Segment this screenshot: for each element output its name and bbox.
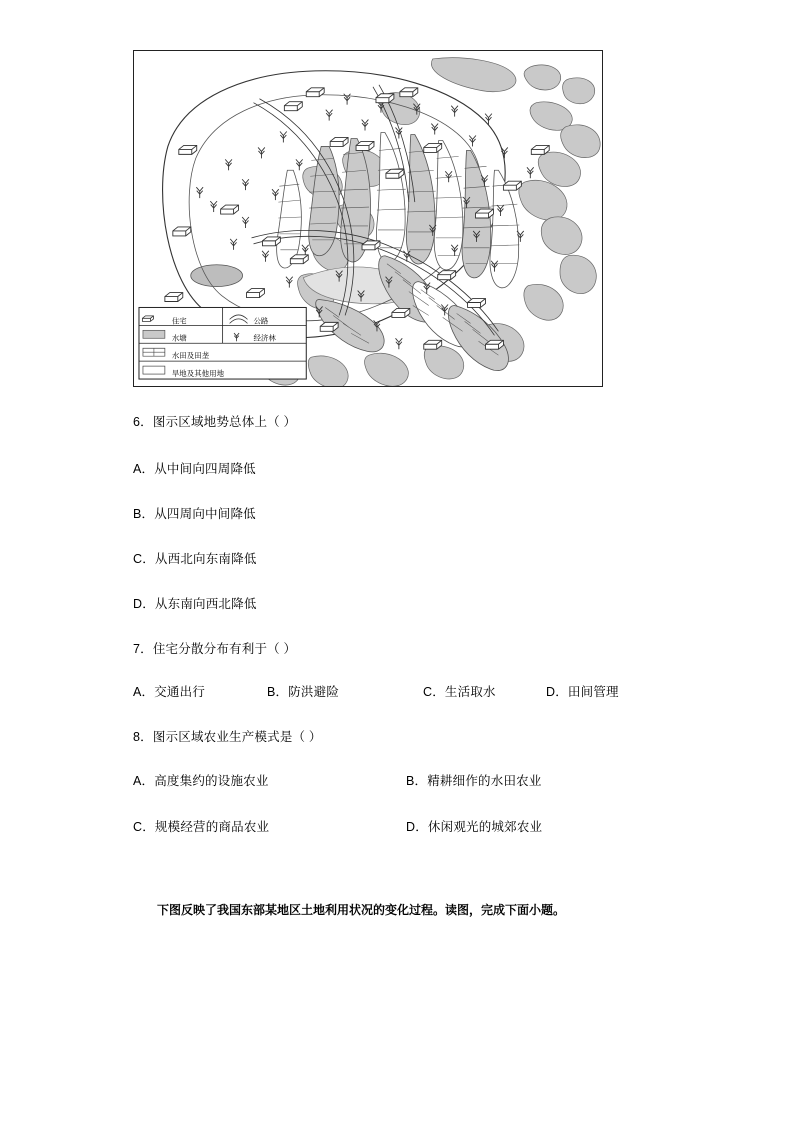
question-8-option-a[interactable]: A．高度集约的设施农业 xyxy=(133,774,269,788)
question-6-option-b[interactable]: B．从四周向中间降低 xyxy=(133,507,256,521)
legend-label-paddy: 水田及田垄 xyxy=(171,351,210,361)
legend-label-house: 住宅 xyxy=(171,316,187,326)
question-8-option-c[interactable]: C．规模经营的商品农业 xyxy=(133,820,270,834)
question-7-option-c[interactable]: C．生活取水 xyxy=(423,685,496,699)
question-7-option-a[interactable]: A．交通出行 xyxy=(133,685,206,699)
legend-label-dryland: 旱地及其他用地 xyxy=(171,369,225,379)
legend-label-pond: 水塘 xyxy=(171,333,187,343)
question-8-option-b[interactable]: B．精耕细作的水田农业 xyxy=(406,774,542,788)
question-8-stem: 8．图示区域农业生产模式是（ ） xyxy=(133,730,322,744)
question-8-option-d[interactable]: D．休闲观光的城郊农业 xyxy=(406,820,543,834)
question-6-stem: 6．图示区域地势总体上（ ） xyxy=(133,415,297,429)
next-section-lead: 下图反映了我国东部某地区土地利用状况的变化过程。读图，完成下面小题。 xyxy=(157,903,566,917)
question-7-stem: 7．住宅分散分布有利于（ ） xyxy=(133,642,297,656)
legend-label-forest: 经济林 xyxy=(253,333,276,343)
land-use-map-figure xyxy=(133,50,603,387)
legend-label-road: 公路 xyxy=(253,316,269,326)
question-6-option-d[interactable]: D．从东南向西北降低 xyxy=(133,597,257,611)
question-7-option-d[interactable]: D．田间管理 xyxy=(546,685,619,699)
question-6-option-a[interactable]: A．从中间向四周降低 xyxy=(133,462,256,476)
map-illustration xyxy=(134,51,602,386)
question-7-option-b[interactable]: B．防洪避险 xyxy=(267,685,340,699)
question-6-option-c[interactable]: C．从西北向东南降低 xyxy=(133,552,257,566)
